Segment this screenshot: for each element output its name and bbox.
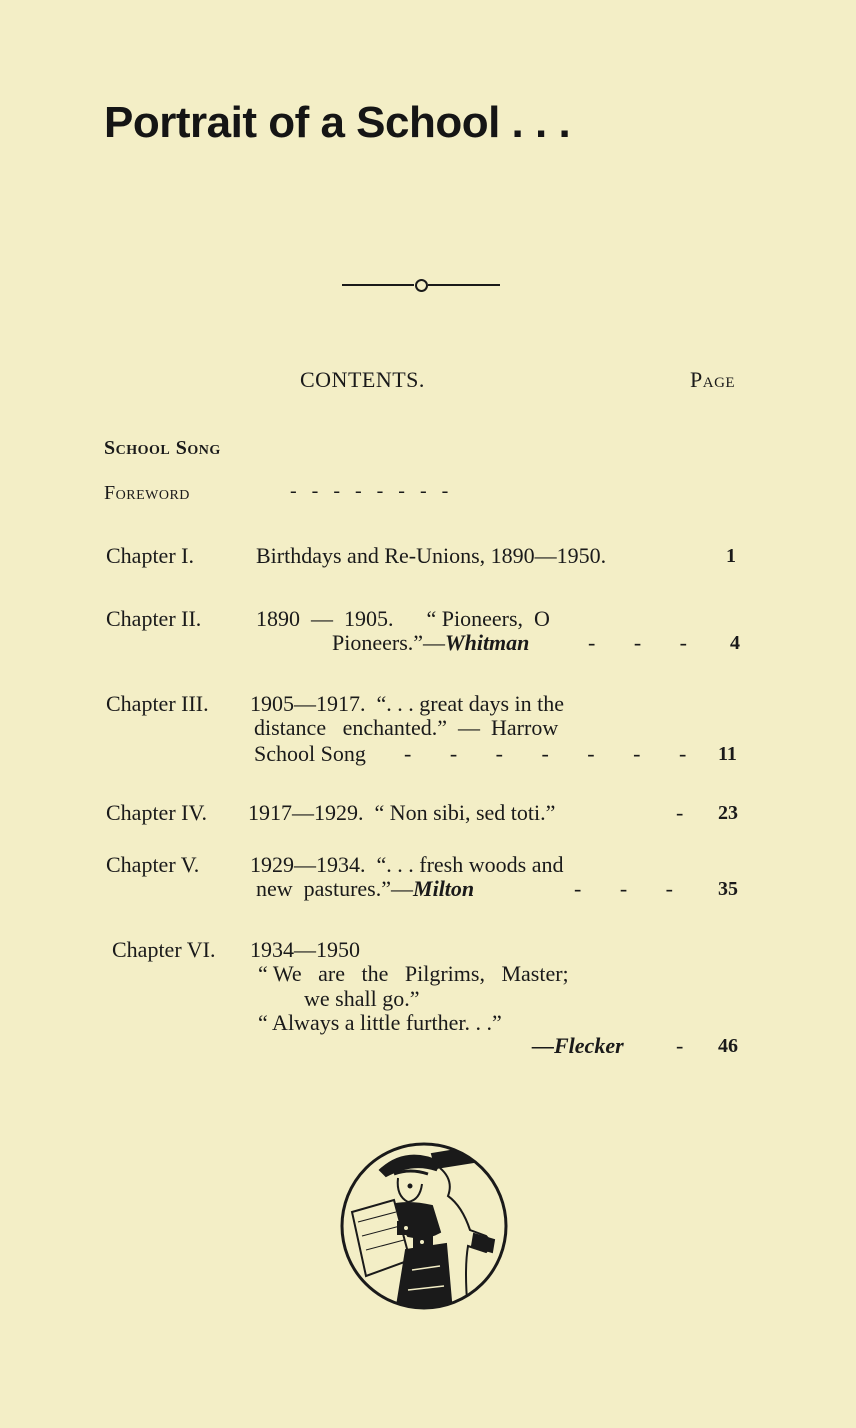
chapter-title-line: distance enchanted.” — Harrow (254, 715, 559, 740)
rule-circle-icon (415, 279, 428, 292)
page-title: Portrait of a School . . . (104, 98, 571, 147)
chapter-label: Chapter IV. (106, 800, 208, 825)
chapter-label: Chapter III. (106, 691, 209, 716)
chapter-title: Birthdays and Re-Unions, 1890—1950. (256, 543, 607, 568)
chapter-title-line: 1917—1929. “ Non sibi, sed toti.” (248, 800, 556, 825)
quote-text: Pioneers.”— (332, 630, 446, 655)
chapter-label: Chapter V. (106, 852, 200, 877)
contents-heading: CONTENTS. (300, 367, 425, 392)
toc-entry-foreword: Foreword (104, 482, 190, 504)
ornamental-rule (342, 276, 500, 294)
chapter-title-line: 1890 — 1905. “ Pioneers, O (256, 606, 550, 631)
rule-left-line (342, 284, 414, 286)
foreword-leader-dashes: - - - - - - - - (290, 480, 449, 502)
quote-author: Whitman (445, 630, 530, 655)
rule-right-line (428, 284, 500, 286)
toc-entry-school-song: School Song (104, 437, 221, 459)
page-number: 4 (730, 632, 740, 654)
chapter-title-line: School Song (254, 741, 366, 766)
chapter-label: Chapter I. (106, 543, 194, 568)
leader-dashes: - (676, 1033, 684, 1058)
page-number: 46 (718, 1035, 738, 1057)
chapter-title-line (256, 876, 474, 902)
leader-dashes: - (676, 800, 684, 825)
chapter-title-line: 1905—1917. “. . . great days in the (250, 691, 565, 716)
chapter-label: Chapter II. (106, 606, 202, 631)
pilgrims-crest-illustration-icon (336, 1140, 512, 1312)
chapter-title-line: we shall go.” (304, 986, 420, 1011)
chapter-label: Chapter VI. (112, 937, 216, 962)
leader-dashes: - - - - - - - (404, 741, 687, 766)
leader-dashes: - - - (574, 876, 673, 901)
quote-author: —Flecker (532, 1033, 624, 1058)
page-column-heading: Page (690, 367, 736, 392)
chapter-title-line: “ Always a little further. . .” (258, 1010, 502, 1035)
page-number: 23 (718, 802, 738, 824)
chapter-title-line: 1934—1950 (250, 937, 360, 962)
chapter-title-line (332, 630, 529, 656)
page-number: 11 (718, 743, 737, 765)
quote-author: Milton (413, 876, 475, 901)
page-number: 35 (718, 878, 738, 900)
chapter-title-line: “ We are the Pilgrims, Master; (258, 961, 569, 986)
quote-text: new pastures.”— (256, 876, 414, 901)
leader-dashes: - - - (588, 630, 687, 655)
chapter-title-line: 1929—1934. “. . . fresh woods and (250, 852, 564, 877)
page-number: 1 (726, 545, 736, 567)
